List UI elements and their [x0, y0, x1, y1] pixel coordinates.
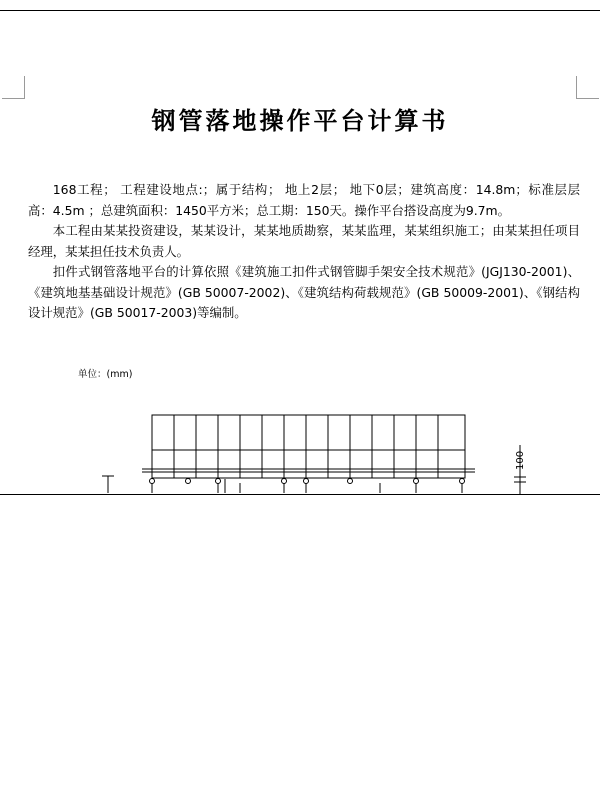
platform-elevation-drawing — [0, 395, 600, 495]
paragraph-standards: 扣件式钢管落地平台的计算依照《建筑施工扣件式钢管脚手架安全技术规范》(JGJ130-2001)、《建筑地基基础设计规范》(GB 50007-2002)、《建筑结构荷载规范》(GB 50009-2001)、《钢结构设计规范》(GB 50017-2003)等编制。 — [28, 264, 580, 320]
left-ground-marker — [102, 476, 114, 493]
dimension-label: 100 — [515, 450, 526, 470]
paragraph-parties: 本工程由某某投资建设，某某设计，某某地质勘察，某某监理，某某组织施工；由某某担任项目经理，某某担任技术负责人。 — [28, 223, 580, 259]
paragraph-project-info: 168工程； 工程建设地点:；属于结构； 地上2层； 地下0层；建筑高度：14.8m；标准层层高：4.5m ；总建筑面积：1450平方米；总工期：150天。操作平台搭设高度为9.7m。 — [28, 182, 580, 218]
document-title: 钢管落地操作平台计算书 — [151, 106, 449, 135]
page-bottom-border — [0, 494, 600, 495]
page-top-border — [0, 10, 600, 11]
base-ticks — [152, 479, 462, 493]
document-body — [28, 180, 580, 324]
scaffold-ledgers — [142, 450, 475, 472]
base-couplers — [150, 479, 465, 484]
crop-mark-top-right — [576, 76, 599, 99]
unit-label: 单位：(mm) — [78, 369, 133, 380]
crop-mark-top-left — [2, 76, 25, 99]
